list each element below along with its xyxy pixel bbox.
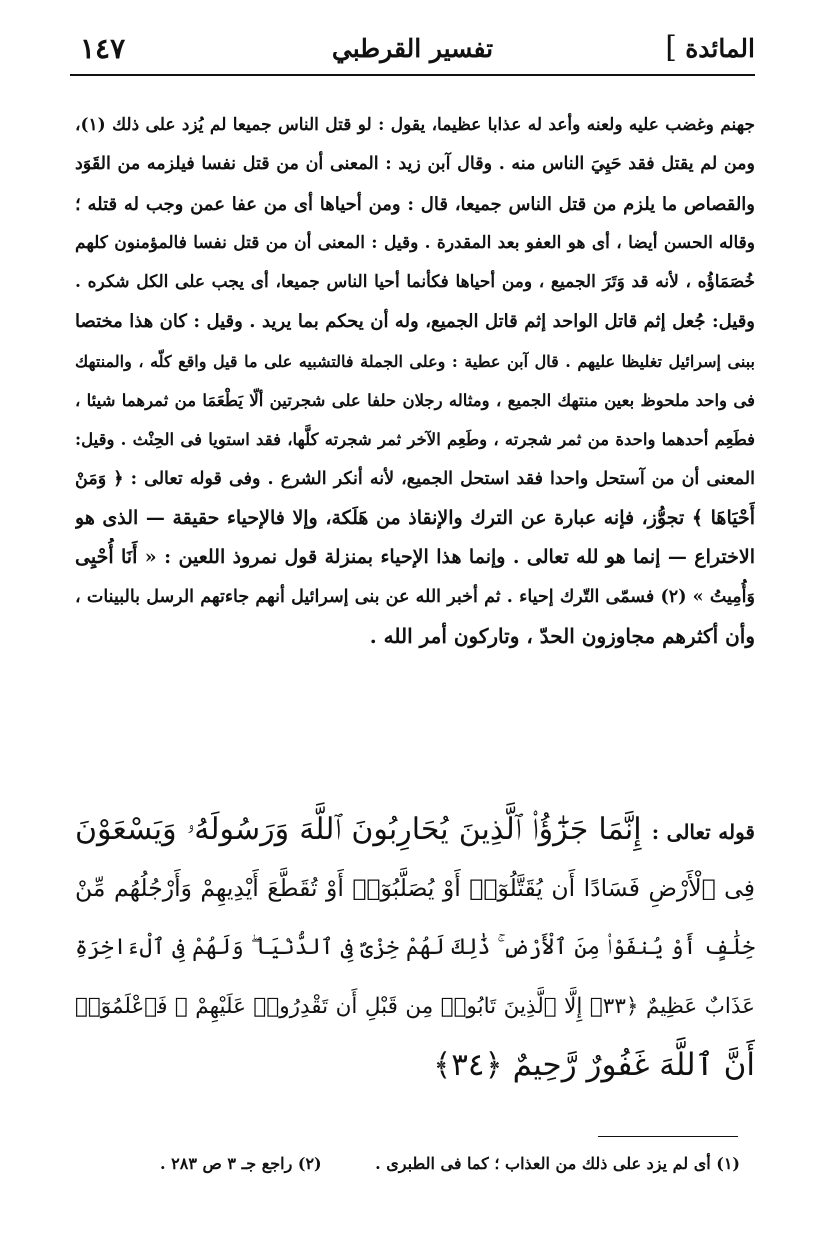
text-line: فى واحد ملحوظ بعين منتهك الجميع ، ومثاله رجلان حلفا على شجرتين ألّا يَطْعَمَا من ثمرهما شيئا ، <box>75 391 755 411</box>
verse-line <box>75 800 755 859</box>
verse-text: إِنَّمَا جَزَٰٓؤُا۟ ٱلَّذِينَ يُحَارِبُونَ ٱللَّهَ وَرَسُولَهُۥ وَيَسْعَوْنَ <box>75 812 642 847</box>
quran-verse-block <box>75 800 755 1095</box>
verse-line: عَذَابٌ عَظِيمٌ ﴿٣٣﴾ إِلَّا ٱلَّذِينَ تَابُوا۟ مِن قَبْلِ أَن تَقْدِرُوا۟ عَلَيْهِمْ ۖ فَٱعْلَمُوٓا۟ <box>75 994 755 1019</box>
surah-name: المائدة <box>685 34 755 63</box>
verse-lead: قوله تعالى : <box>651 820 755 844</box>
text-line: وأن أكثرهم مجاوزون الحدّ ، وتاركون أمر الله . <box>369 623 755 648</box>
text-line: الاختراع — إنما هو لله تعالى . وإنما هذا الإحياء بمنزلة قول نمروذ اللعين : « أَنَا أُحْيِى <box>75 546 755 569</box>
footnote-2: (٢) راجع جـ ٣ ص ٢٨٣ . <box>160 1154 322 1173</box>
page-number: ١٤٧ <box>80 32 126 65</box>
header-rule <box>70 74 755 76</box>
text-line: وقاله الحسن أيضا ، أى هو العفو بعد المقدرة . وقيل : المعنى أن من قتل نفسا فالمؤمنون كلهم <box>75 232 755 253</box>
text-line: أَحْيَاهَا ﴾ تجوُّز، فإنه عبارة عن الترك والإنقاذ من هَلَكة، وإلا فالإحياء حقيقة — الذى هو <box>75 506 755 529</box>
book-title: تفسير القرطبي <box>331 34 494 63</box>
page-header <box>70 26 755 76</box>
verse-line: خِلَٰفٍ أَوْ يُنفَوْا۟ مِنَ ٱلْأَرْضِ ۚ ذَٰلِكَ لَهُمْ خِزْىٌ فِى ٱلدُّنْيَا ۖ وَلَهُمْ فِى ٱلْءَاخِرَةِ <box>75 935 755 960</box>
text-line: ببنى إسرائيل تغليظا عليهم . قال آبن عطية : وعلى الجملة فالتشبيه على ما قيل واقع كلّه ، والمنتهك <box>75 351 755 371</box>
text-line: وَأُمِيتُ » (٢) فسمّى التّرك إحياء . ثم أخبر الله عن بنى إسرائيل أنهم جاءتهم الرسل بالبينات ، <box>75 586 755 607</box>
text-line: والقصاص ما يلزم من قتل الناس جميعا، قال : ومن أحياها أى من عفا عمن وجب له قتله ؛ <box>75 193 755 215</box>
text-line: وقيل: جُعل إثم قاتل الواحد إثم قاتل الجميع، وله أن يحكم بما يريد . وقيل : كان هذا مختصا <box>75 311 755 333</box>
verse-line: أَنَّ ٱللَّهَ غَفُورٌ رَّحِيمٌ ﴿٣٤﴾ <box>433 1047 755 1083</box>
text-line: المعنى أن من آستحل واحدا فقد استحل الجميع، لأنه أنكر الشرع . وفى قوله تعالى : ﴿ وَمَنْ <box>75 468 755 489</box>
footnotes <box>160 1154 740 1184</box>
text-line: ومن لم يقتل فقد حَيِيَ الناس منه . وقال آبن زيد : المعنى أن من قتل نفسا فيلزمه من القَوَد <box>75 154 755 175</box>
footnote-1: (١) أى لم يزد على ذلك من العذاب ؛ كما فى الطبرى . <box>375 1154 740 1173</box>
commentary-text <box>75 106 755 656</box>
text-line: فطَعِم أحدهما واحدة من ثمر شجرته ، وطَعِم الآخر ثمر شجرته كلَّها، فقد استويا فى الحِنْث . وقيل: <box>75 430 755 450</box>
footnote-rule <box>598 1136 738 1137</box>
text-line: خُصَمَاؤُه ، لأنه قد وَتَرَ الجميع ، ومن أحياها فكأنما أحيا الناس جميعا، أى يجب على الكل شكره . <box>75 272 755 293</box>
text-line: جهنم وغضب عليه ولعنه وأعد له عذابا عظيما، يقول : لو قتل الناس جميعا لم يُزد على ذلك (١)، <box>75 115 755 135</box>
header-bracket: ] <box>665 30 677 65</box>
verse-line: فِى ٱلْأَرْضِ فَسَادًا أَن يُقَتَّلُوٓا۟ أَوْ يُصَلَّبُوٓا۟ أَوْ تُقَطَّعَ أَيْدِيهِمْ وَأَرْجُلُهُم مِّنْ <box>75 874 755 902</box>
